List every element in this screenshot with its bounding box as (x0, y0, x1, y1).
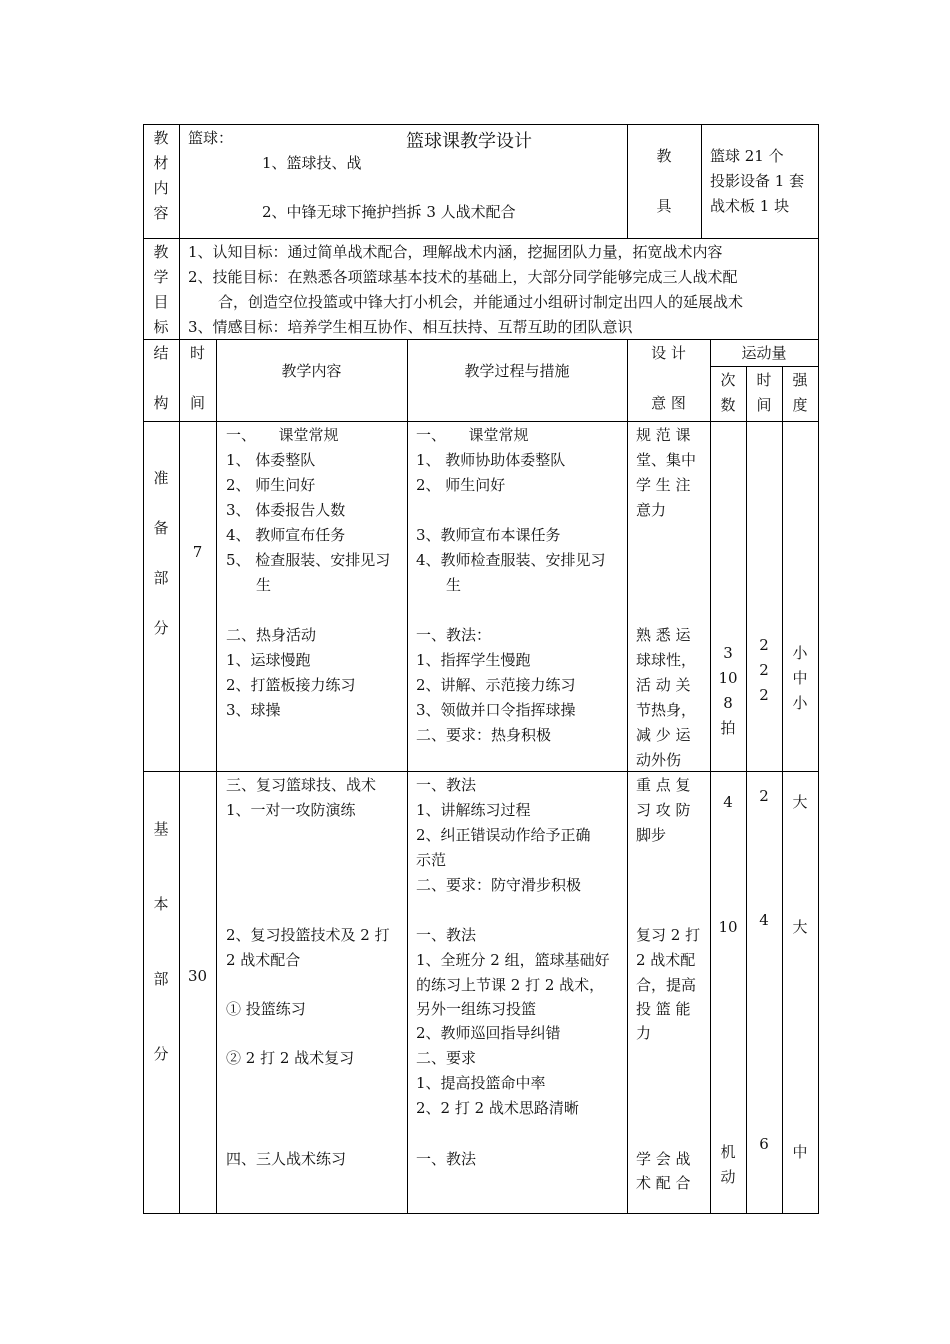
prep-content-line: 3、 体委报告人数 (226, 501, 346, 519)
prep-content-line: 2、打篮板接力练习 (226, 676, 356, 694)
basic-duration-3: 6 (759, 1135, 769, 1153)
basic-count-2: 10 (718, 918, 738, 936)
basic-design-line: 复习 2 打 (636, 926, 701, 944)
basic-content-line: 四、三人战术练习 (226, 1150, 347, 1168)
header-exercise: 运动量 (741, 344, 787, 362)
basic-process-line: 二、要求：防守滑步积极 (416, 876, 582, 894)
basic-process-line: 1、全班分 2 组，篮球基础好 (416, 951, 610, 969)
prep-process-line: 1、指挥学生慢跑 (416, 651, 531, 669)
basic-process-line: 2、2 打 2 战术思路清晰 (416, 1099, 579, 1117)
prep-process-line: 一、 课堂常规 (416, 426, 529, 444)
basic-design-line: 学 会 战 (636, 1150, 691, 1168)
basic-process-line: 一、教法 (416, 776, 477, 794)
basic-process-line: 二、要求 (416, 1049, 477, 1067)
basic-intensity-3: 中 (792, 1143, 808, 1161)
prep-process-line: 2、 师生问好 (416, 476, 506, 494)
basic-process-line: 2、教师巡回指导纠错 (416, 1024, 561, 1042)
objective-line: 2、技能目标：在熟悉各项篮球基本技术的基础上，大部分同学能够完成三人战术配 (188, 268, 738, 286)
prep-design-line: 活 动 关 (636, 676, 691, 694)
basic-process-line: 一、教法 (416, 1150, 477, 1168)
section-label-prep: 准 备 部 分 (153, 469, 169, 637)
prep-process-line: 1、 教师协助体委整队 (416, 451, 566, 469)
prep-design-line: 规 范 课 (636, 426, 691, 444)
prep-process-line: 3、领做并口令指挥球操 (416, 701, 576, 719)
prep-design-line: 节热身， (636, 701, 697, 719)
prep-design-line: 球球性， (636, 651, 697, 669)
basic-design-line: 术 配 合 (636, 1174, 691, 1192)
equipment-item-1: 篮球 21 个 (710, 147, 784, 165)
section-label-basic: 基 本 部 分 (153, 820, 169, 1063)
prep-process-line: 生 (416, 576, 462, 594)
basic-process-line: 2、纠正错误动作给予正确 (416, 826, 591, 844)
header-duration: 时 间 (756, 371, 772, 414)
basic-intensity-1: 大 (792, 793, 808, 811)
prep-process-line: 4、教师检查服装、安排见习 (416, 551, 606, 569)
objective-line: 1、认知目标：通过简单战术配合，理解战术内涵，挖掘团队力量，拓宽战术内容 (188, 243, 723, 261)
basic-content-line: 1、一对一攻防演练 (226, 801, 356, 819)
prep-duration: 2 2 2 (759, 636, 769, 704)
prep-content-line: 5、 检查服装、安排见习 (226, 551, 391, 569)
row-label-materials: 教 材 内 容 (153, 129, 169, 222)
header-content: 教学内容 (281, 362, 342, 380)
prep-process-line: 一、教法： (416, 626, 492, 644)
prep-content-line: 4、 教师宣布任务 (226, 526, 346, 544)
header-structure: 结 构 (153, 344, 169, 412)
basic-design-line: 脚步 (636, 826, 667, 844)
basic-content-line: ① 投篮练习 (226, 1000, 306, 1018)
basic-process-line: 1、提高投篮命中率 (416, 1074, 546, 1092)
basic-design-line: 2 战术配 (636, 951, 696, 969)
materials-line-1: 篮球： (188, 129, 234, 147)
materials-line-3: 2、中锋无球下掩护挡拆 3 人战术配合 (262, 203, 516, 221)
equipment-item-2: 投影设备 1 套 (710, 172, 805, 190)
basic-content-line: ② 2 打 2 战术复习 (226, 1049, 355, 1067)
basic-process-line: 一、教法 (416, 926, 477, 944)
basic-duration-2: 4 (759, 911, 769, 929)
basic-count-3: 机 动 (720, 1143, 736, 1186)
basic-time: 30 (187, 967, 208, 985)
prep-intensity: 小 中 小 (792, 644, 808, 712)
basic-design-line: 投 篮 能 (636, 1000, 691, 1018)
prep-design-line: 意力 (636, 501, 667, 519)
basic-intensity-2: 大 (792, 918, 808, 936)
basic-design-line: 合，提高 (636, 976, 697, 994)
equipment-item-3: 战术板 1 块 (710, 197, 790, 215)
prep-content-line: 2、 师生问好 (226, 476, 316, 494)
header-design: 设 计 意 图 (651, 344, 686, 412)
basic-duration-1: 2 (759, 787, 769, 805)
basic-design-line: 力 (636, 1024, 652, 1042)
basic-content-line: 三、复习篮球技、战术 (226, 776, 377, 794)
materials-line-2: 1、篮球技、战 (262, 154, 362, 172)
basic-process-line: 示范 (416, 851, 447, 869)
prep-content-line: 3、球操 (226, 701, 281, 719)
prep-content-line: 1、 体委整队 (226, 451, 316, 469)
prep-content-line: 生 (226, 576, 272, 594)
prep-design-line: 堂、集中 (636, 451, 697, 469)
basic-design-line: 重 点 复 (636, 776, 691, 794)
prep-design-line: 动外伤 (636, 751, 682, 769)
prep-design-line: 熟 悉 运 (636, 626, 691, 644)
prep-time: 7 (192, 543, 203, 561)
prep-content-line: 1、运球慢跑 (226, 651, 311, 669)
header-process: 教学过程与措施 (464, 362, 570, 380)
header-count: 次 数 (720, 371, 736, 414)
objective-line: 3、情感目标：培养学生相互协作、相互扶持、互帮互助的团队意识 (188, 318, 633, 336)
prep-design-line: 减 少 运 (636, 726, 691, 744)
basic-process-line: 另外一组练习投篮 (416, 1000, 537, 1018)
prep-process-line: 2、讲解、示范接力练习 (416, 676, 576, 694)
prep-design-line: 学 生 注 (636, 476, 691, 494)
prep-content-line: 二、热身活动 (226, 626, 317, 644)
basic-process-line: 的练习上节课 2 打 2 战术， (416, 976, 605, 994)
basic-content-line: 2、复习投篮技术及 2 打 (226, 926, 390, 944)
header-intensity: 强 度 (792, 371, 808, 414)
equipment-label: 教 具 (656, 147, 672, 215)
page-title: 篮球课教学设计 (366, 126, 572, 158)
header-time: 时 间 (189, 344, 205, 412)
row-label-objectives: 教 学 目 标 (153, 243, 169, 336)
basic-content-line: 2 战术配合 (226, 951, 301, 969)
prep-process-line: 3、教师宣布本课任务 (416, 526, 561, 544)
prep-count: 3 10 8 拍 (718, 644, 738, 737)
basic-process-line: 1、讲解练习过程 (416, 801, 531, 819)
prep-content-line: 一、 课堂常规 (226, 426, 339, 444)
prep-process-line: 二、要求：热身积极 (416, 726, 552, 744)
objective-line: 合，创造空位投篮或中锋大打小机会，并能通过小组研讨制定出四人的延展战术 (188, 293, 744, 311)
basic-design-line: 习 攻 防 (636, 801, 691, 819)
basic-count-1: 4 (723, 793, 733, 811)
